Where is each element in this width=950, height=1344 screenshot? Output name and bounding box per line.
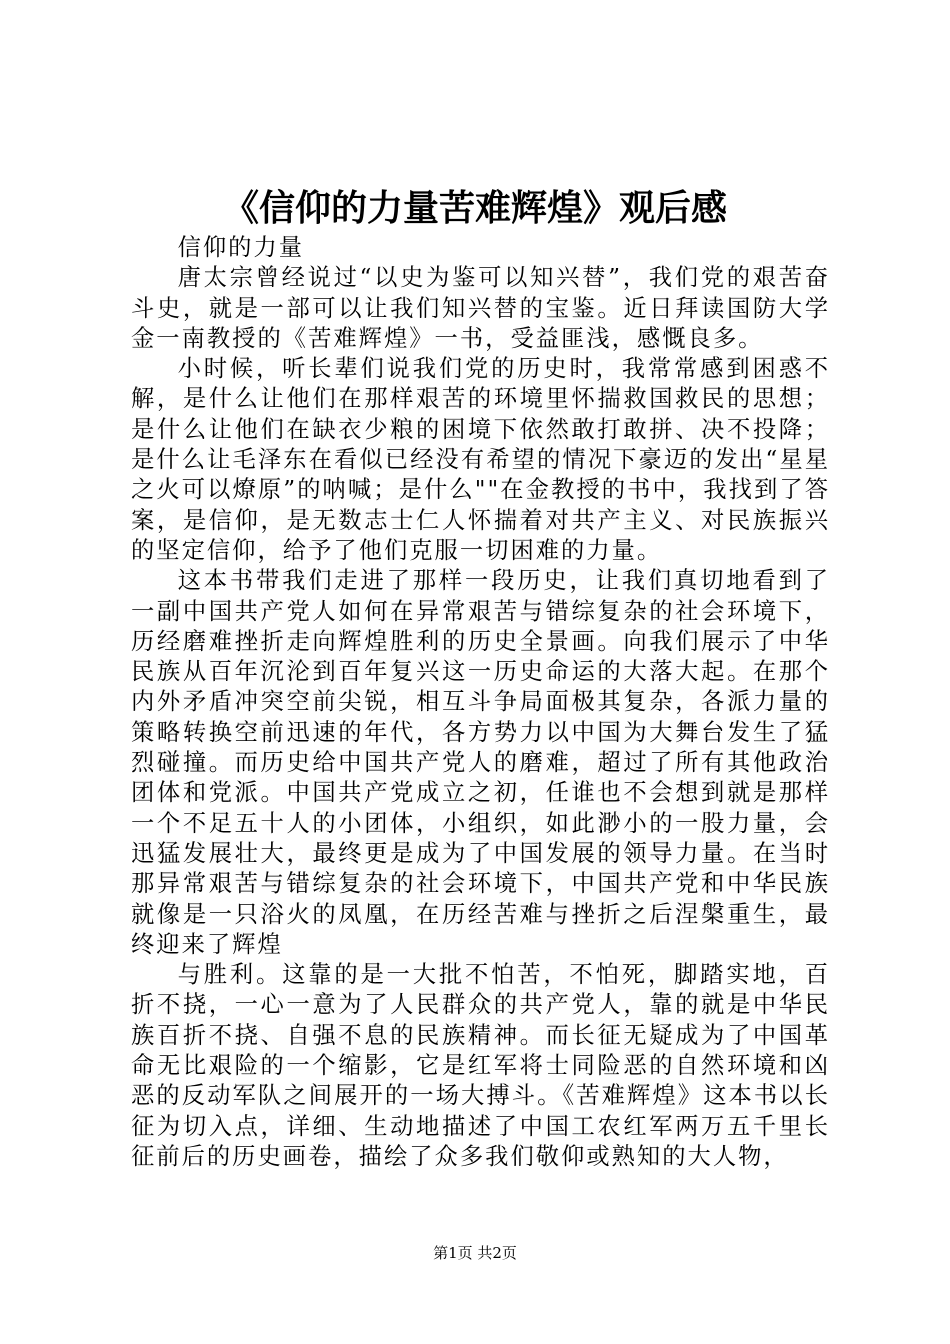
page-number-footer: 第1页 共2页 xyxy=(433,1244,517,1262)
paragraph-heading: 信仰的力量 xyxy=(177,234,305,261)
document-body xyxy=(131,233,830,1172)
document-title: 《信仰的力量苦难辉煌》观后感 xyxy=(222,187,727,229)
paragraph: 小时候，听长辈们说我们党的历史时，我常常感到困惑不解，是什么让他们在那样艰苦的环境里怀揣救国救民的思想；是什么让他们在缺衣少粮的困境下依然敢打敢拼、决不投降；是什么让毛泽东在看似已经没有希望的情况下豪迈的发出“星星之火可以燎原”的呐喊；是什么""在金教授的书中，我找到了答案，是信仰，是无数志士仁人怀揣着对共产主义、对民族振兴的坚定信仰，给予了他们克服一切困难的力量。 xyxy=(131,355,830,564)
paragraph: 这本书带我们走进了那样一段历史，让我们真切地看到了一副中国共产党人如何在异常艰苦与错综复杂的社会环境下，历经磨难挫折走向辉煌胜利的历史全景画。向我们展示了中华民族从百年沉沦到百年复兴这一历史命运的大落大起。在那个内外矛盾冲突空前尖锐，相互斗争局面极其复杂，各派力量的策略转换空前迅速的年代，各方势力以中国为大舞台发生了猛烈碰撞。而历史给中国共产党人的磨难，超过了所有其他政治团体和党派。中国共产党成立之初，任谁也不会想到就是那样一个不足五十人的小团体，小组织，如此渺小的一股力量，会迅猛发展壮大，最终更是成为了中国发展的领导力量。在当时那异常艰苦与错综复杂的社会环境下，中国共产党和中华民族就像是一只浴火的凤凰，在历经苦难与挫折之后涅槃重生，最终迎来了辉煌 xyxy=(131,567,830,958)
paragraph: 与胜利。这靠的是一大批不怕苦，不怕死，脚踏实地，百折不挠，一心一意为了人民群众的共产党人，靠的就是中华民族百折不挠、自强不息的民族精神。而长征无疑成为了中国革命无比艰险的一个缩影，它是红军将士同险恶的自然环境和凶恶的反动军队之间展开的一场大搏斗。《苦难辉煌》这本书以长征为切入点，详细、生动地描述了中国工农红军两万五千里长征前后的历史画卷，描绘了众多我们敬仰或熟知的大人物， xyxy=(131,961,830,1170)
paragraph: 唐太宗曾经说过“以史为鉴可以知兴替”，我们党的艰苦奋斗史，就是一部可以让我们知兴替的宝鉴。近日拜读国防大学金一南教授的《苦难辉煌》一书，受益匪浅，感慨良多。 xyxy=(131,264,830,352)
